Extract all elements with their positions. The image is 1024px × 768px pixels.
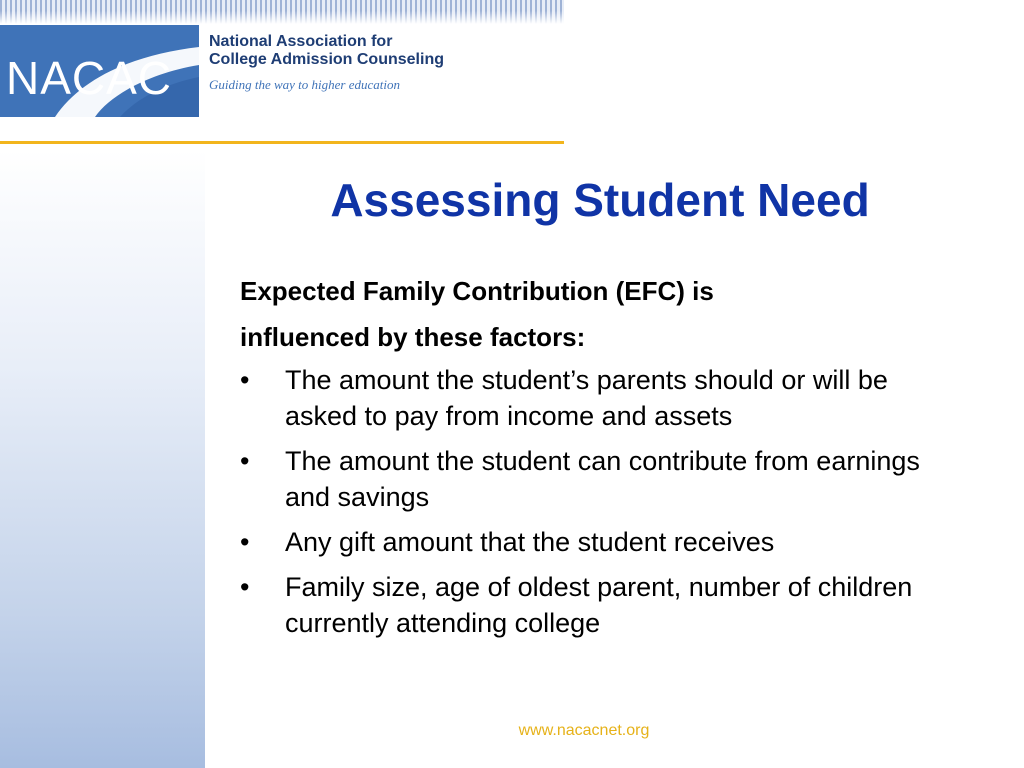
bullet-text: The amount the student’s parents should or will be asked to pay from income and assets <box>285 365 888 431</box>
organization-name-line2: College Admission Counseling <box>209 51 444 68</box>
bullet-item <box>240 362 965 434</box>
bullet-text: The amount the student can contribute from earnings and savings <box>285 446 920 512</box>
bullet-text: Any gift amount that the student receives <box>285 527 775 557</box>
intro-line2: influenced by these factors: <box>240 322 586 352</box>
logo-text: NACAC <box>6 52 173 104</box>
bullet-item <box>240 569 965 641</box>
slide-body <box>240 268 960 650</box>
intro-text <box>240 268 840 360</box>
bullet-marker: • <box>240 365 250 395</box>
header <box>0 0 564 144</box>
bullet-item <box>240 524 965 560</box>
left-gradient-strip <box>0 150 205 768</box>
footer-url-link[interactable]: www.nacacnet.org <box>518 722 650 739</box>
bullet-list <box>240 362 960 641</box>
bullet-text: Family size, age of oldest parent, number of children currently attending college <box>285 572 913 638</box>
bullet-item <box>240 443 965 515</box>
organization-tagline: Guiding the way to higher education <box>209 77 401 92</box>
header-stripe <box>0 0 564 24</box>
organization-name <box>209 33 444 69</box>
bullet-marker: • <box>240 446 250 476</box>
nacac-logo <box>0 25 199 117</box>
bullet-marker: • <box>240 527 250 557</box>
slide-title: Assessing Student Need <box>330 174 870 226</box>
organization-name-line1: National Association for <box>209 33 393 50</box>
intro-line1: Expected Family Contribution (EFC) is <box>240 276 714 306</box>
header-gold-rule <box>0 141 564 144</box>
bullet-marker: • <box>240 572 250 602</box>
